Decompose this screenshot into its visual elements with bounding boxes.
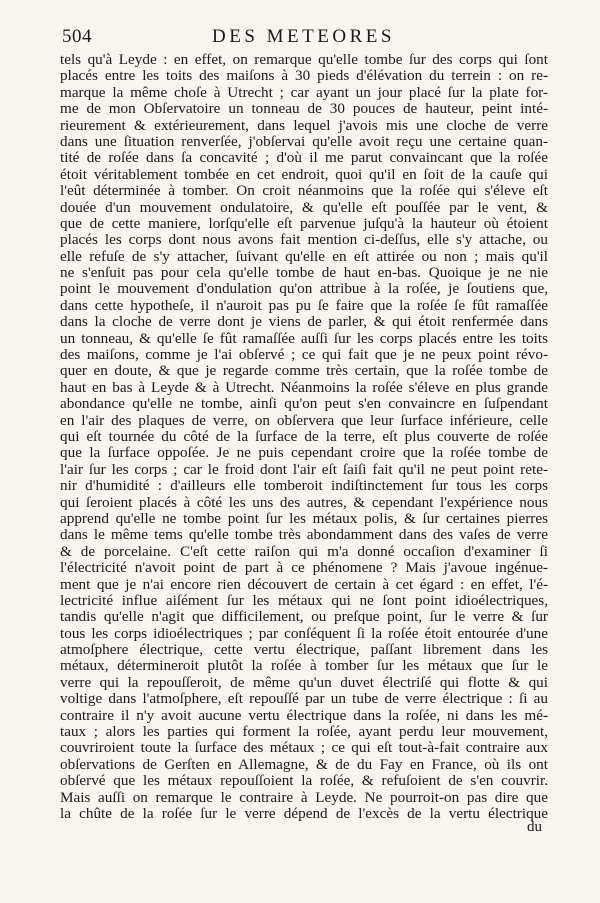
- text-line: dans cette hypotheſe, il n'auroit pas pu ſe faire que la roſée ſe fût ramaſſée: [60, 296, 548, 314]
- text-line: un tonneau, & qu'elle ſe fût ramaſſée auſſi ſur les corps placés entre les toits: [60, 329, 548, 347]
- text-line: qui eſt tournée du côté de la ſurface de la terre, eſt plus couverte de roſée: [60, 427, 548, 445]
- text-line: Mais auſſi on remarque le contraire à Leyde. Ne pourroit-on pas dire que: [60, 788, 548, 806]
- text-line: des maiſons, comme je l'ai obſervé ; ce qui fait que je ne peux point révo-: [60, 346, 548, 364]
- text-line: tandis qu'elle n'agit que difficilement, ou preſque point, ſur le verre & ſur: [60, 608, 548, 626]
- text-line: quer en doute, & que je regarde comme très certain, que la roſée tombe de: [60, 362, 548, 380]
- text-line: que la ſurface oppoſée. Je ne puis cependant croire que la roſée tombe de: [60, 444, 548, 462]
- text-line: contraire il n'y avoit aucune vertu électrique dans la roſée, ni dans les mé-: [60, 706, 548, 724]
- page-header: [62, 26, 546, 50]
- text-line: dans le même tems qu'elle tombe très abondamment dans des vaſes de verre: [60, 526, 548, 544]
- text-line: lectricité influe aiſément ſur les métaux qui ne ſont point idioélectriques,: [60, 591, 548, 609]
- text-line: dans une ſituation renverſée, j'obſervai qu'elle avoit reçu une certaine quan-: [60, 132, 548, 150]
- page-number: 504: [62, 26, 92, 47]
- text-line: apprend qu'elle ne tombe point ſur les métaux polis, & ſur certaines pierres: [60, 509, 548, 527]
- text-line: l'air ſur les corps ; car le froid dont l'air eſt ſaiſi fait qu'il ne peut point rete-: [60, 460, 548, 478]
- text-line: me de mon Obſervatoire un tonneau de 30 pouces de hauteur, peint inté-: [60, 100, 548, 118]
- text-line: qui ſeroient placés à côté les uns des autres, & cependant l'expérience nous: [60, 493, 548, 511]
- text-line: ment que je n'ai encore rien découvert de certain à cet égard : en effet, l'é-: [60, 575, 548, 593]
- text-line: rieurement & extérieurement, dans lequel j'avois mis une cloche de verre: [60, 116, 548, 134]
- text-line: nir d'humidité : d'ailleurs elle tomberoit indiſtinctement ſur tous les corps: [60, 477, 548, 495]
- text-line: tous les corps idioélectriques ; par conſéquent ſi la roſée étoit entourée d'une: [60, 624, 548, 642]
- text-line: point le mouvement d'ondulation qu'on attribue à la roſée, je ſoutiens que,: [60, 280, 548, 298]
- text-line: la chûte de la roſée ſur le verre dépend de l'excès de la vertu électrique: [60, 804, 548, 822]
- text-line: couvriroient toute la ſurface des métaux ; ce qui eſt tout-à-fait contraire aux: [60, 739, 548, 757]
- text-line: haut en bas à Leyde & à Utrecht. Néanmoins la roſée s'éleve en plus grande: [60, 378, 548, 396]
- text-line: ne s'enſuit pas pour cela qu'elle tombe de haut en-bas. Quoique je ne nie: [60, 264, 548, 282]
- running-title: DES METEORES: [212, 26, 395, 47]
- text-line: verre qui la repouſſeroit, de même qu'un duvet électriſé qui flotte & qui: [60, 673, 548, 691]
- text-line: placés entre les toits des maiſons à 30 pieds d'élévation du terrein : on re-: [60, 67, 548, 85]
- body-text: [60, 52, 548, 822]
- text-line: étoit véritablement tombée en cet endroit, quoi qu'il en ſoit de la cauſe qui: [60, 165, 548, 183]
- text-line: tels qu'à Leyde : en effet, on remarque qu'elle tombe ſur des corps qui ſont: [60, 51, 548, 68]
- text-line: atmoſphere électrique, cette vertu électrique, paſſant librement dans les: [60, 641, 548, 659]
- text-line: obſervé que les métaux repouſſoient la roſée, & refuſoient de s'en couvrir.: [60, 772, 548, 790]
- text-line: obſervations de Gerſten en Allemagne, & de du Fay en France, où ils ont: [60, 755, 548, 773]
- text-line: placés les corps dont nous avons fait mention ci-deſſus, elle s'y attache, ou: [60, 231, 548, 249]
- text-line: & de porcelaine. C'eſt cette raiſon qui m'a donné occaſion d'examiner ſi: [60, 542, 548, 560]
- text-line: taux ; alors les parties qui forment la roſée, ayant perdu leur mouvement,: [60, 723, 548, 741]
- text-line: marque la même choſe à Utrecht ; car ayant un jour placé ſur la plate for-: [60, 83, 548, 101]
- text-line: tité de roſée dans ſa concavité ; d'où il me parut convaincant que la roſée: [60, 149, 548, 167]
- text-line: en l'air des plaques de verre, on obſervera que leur ſurface inférieure, celle: [60, 411, 548, 429]
- text-line: douée d'un mouvement ondulatoire, & qu'elle eſt pouſſée par le vent, &: [60, 198, 548, 216]
- text-line: dans la cloche de verre dont je viens de parler, & qui étoit renfermée dans: [60, 313, 548, 331]
- text-line: l'eût déterminée à tomber. On croit néanmoins que la roſée qui s'éleve eſt: [60, 182, 548, 200]
- text-line: métaux, détermineroit plutôt la roſée à tomber ſur les métaux que ſur le: [60, 657, 548, 675]
- text-line: l'électricité n'avoit point de part à ce phénomene ? Mais j'avoue ingénue-: [60, 559, 548, 577]
- text-line: abondance qu'elle ne tombe, ainſi qu'on peut s'en convaincre en ſuſpendant: [60, 395, 548, 413]
- text-line: elle refuſe de s'y attacher, ſuivant qu'elle en eſt attirée ou non ; mais qu'il: [60, 247, 548, 265]
- text-line: que de cette maniere, lorſqu'elle eſt parvenue juſqu'à la hauteur où étoient: [60, 214, 548, 232]
- catchword: du: [527, 819, 542, 835]
- text-line: voltige dans l'atmoſphere, eſt repouſſé par un tube de verre électrique : ſi au: [60, 690, 548, 708]
